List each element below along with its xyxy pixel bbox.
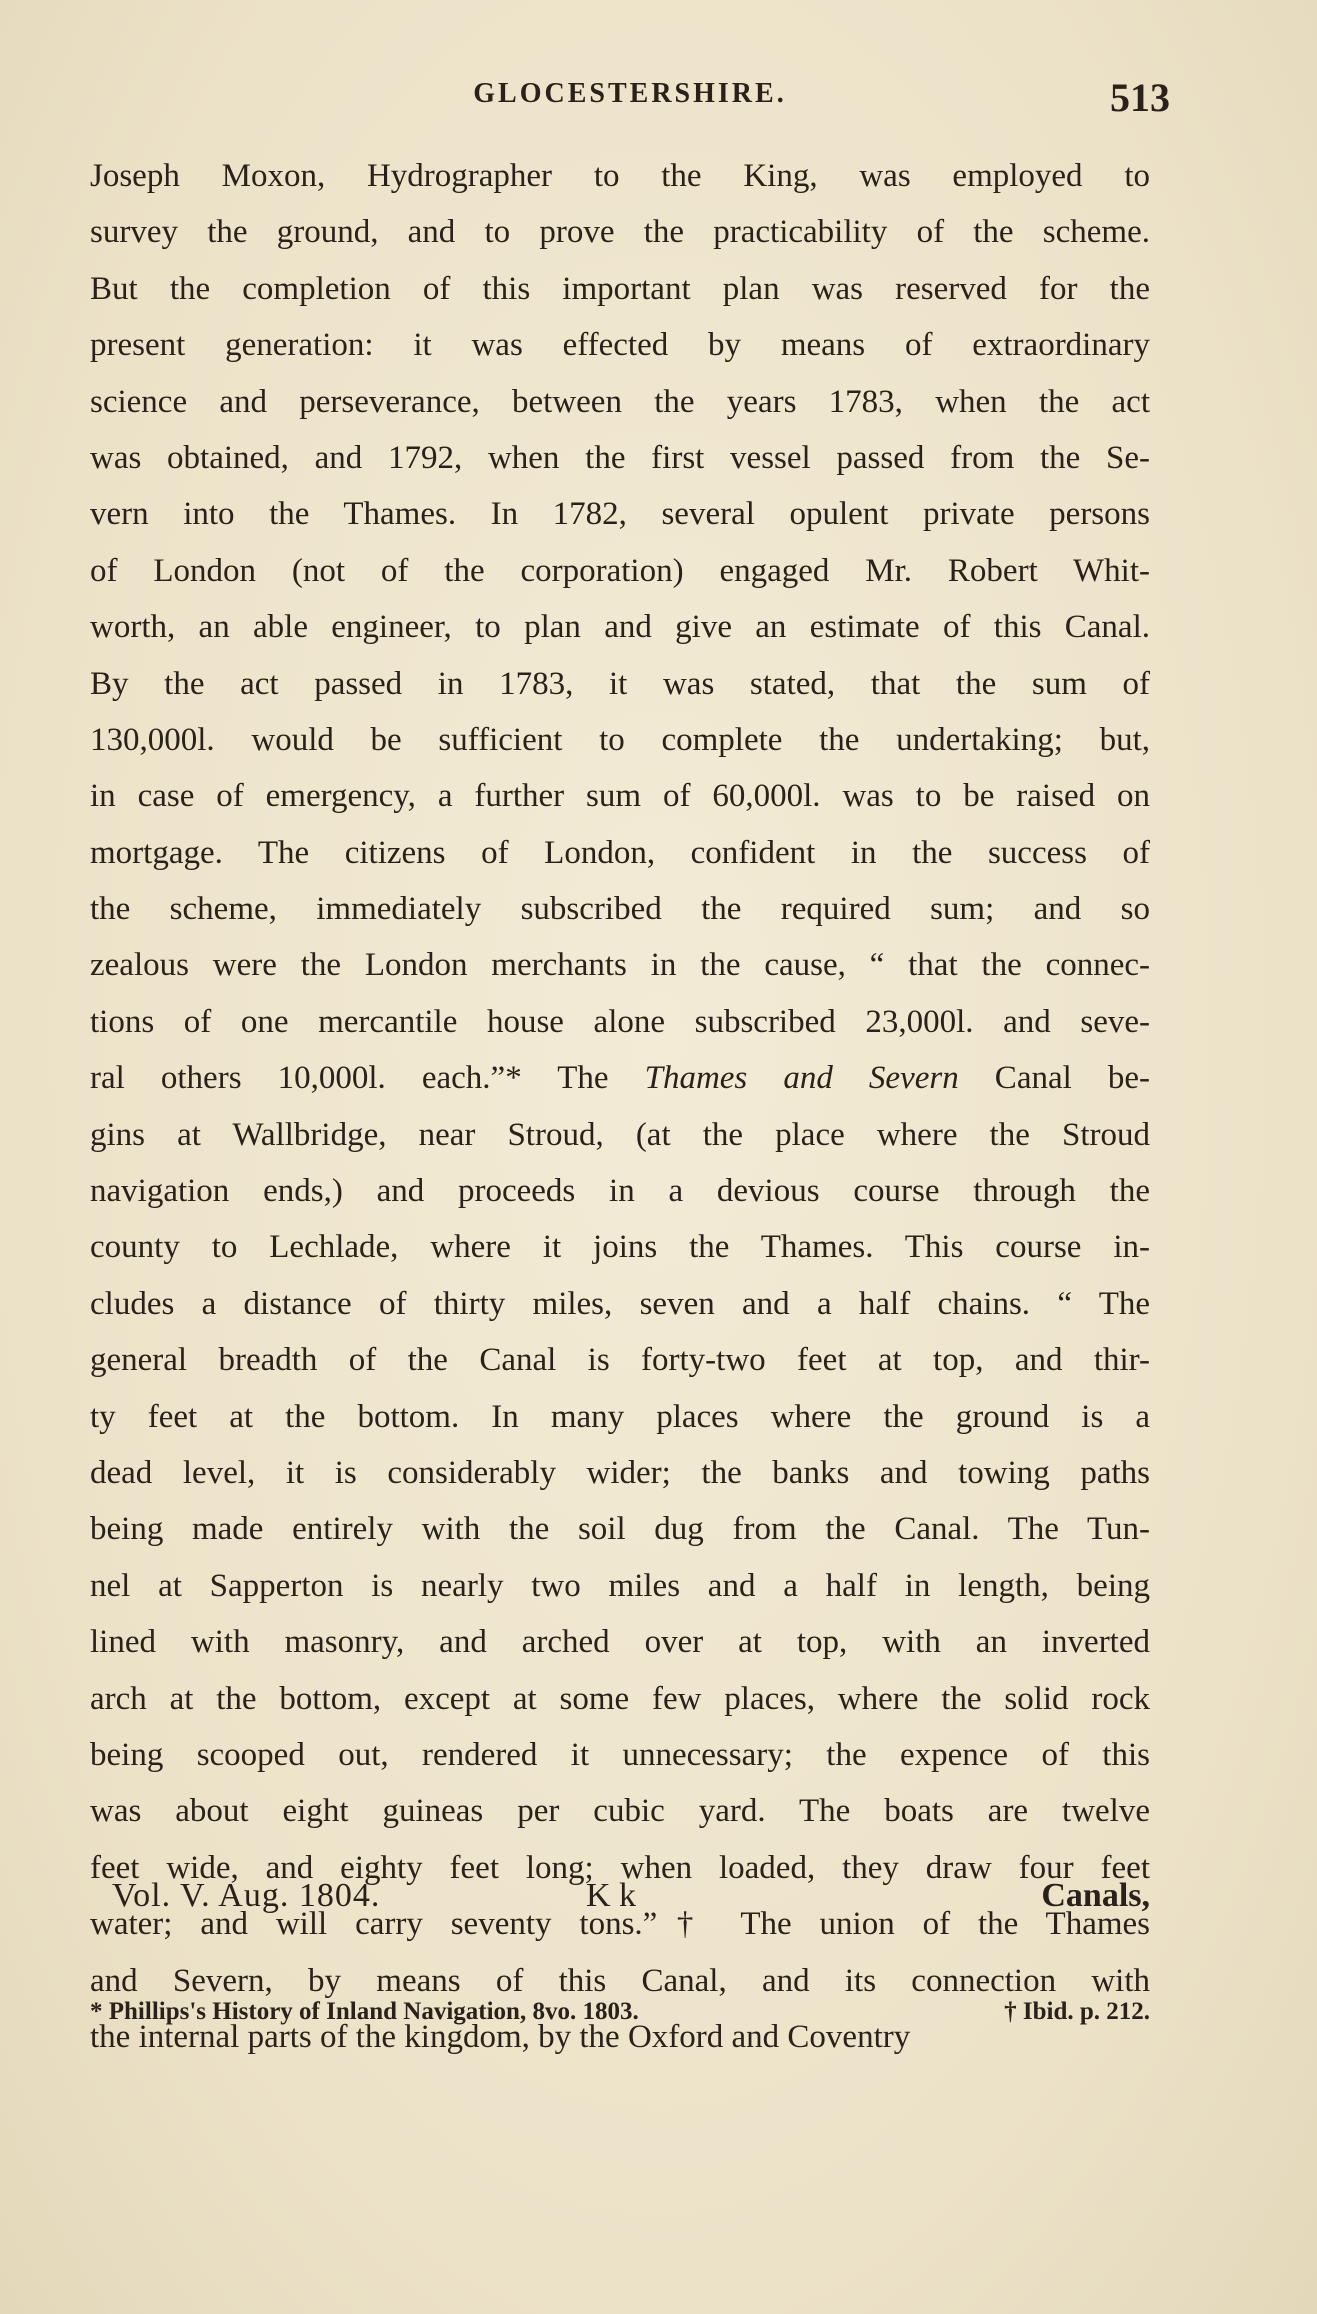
- volume-date: Vol. V. Aug. 1804.: [112, 1877, 381, 1914]
- footnotes: [90, 1990, 1150, 2034]
- text-line: 130,000l. would be sufficient to complete the undertaking; but,: [90, 721, 1150, 758]
- text-line: worth, an able engineer, to plan and give an estimate of this Canal.: [90, 609, 1150, 646]
- body-text: [90, 148, 1150, 2065]
- text-line: By the act passed in 1783, it was stated, that the sum of: [90, 665, 1150, 702]
- text-line: vern into the Thames. In 1782, several opulent private persons: [90, 496, 1150, 533]
- text-line: navigation ends,) and proceeds in a devious course through the: [90, 1173, 1150, 1210]
- text-line: general breadth of the Canal is forty-two feet at top, and thir-: [90, 1342, 1150, 1379]
- text-line: dead level, it is considerably wider; the banks and towing paths: [90, 1454, 1150, 1491]
- text-line: county to Lechlade, where it joins the Thames. This course in-: [90, 1229, 1150, 1266]
- page-header: [90, 75, 1170, 128]
- text-segment: ral others 10,000l. each.”* The: [90, 1060, 645, 1097]
- text-line: science and perseverance, between the years 1783, when the act: [90, 383, 1150, 420]
- text-line: mortgage. The citizens of London, confident in the success of: [90, 834, 1150, 871]
- text-line: the internal parts of the kingdom, by the Oxford and Coventry: [90, 2018, 911, 2055]
- text-line: present generation: it was effected by means of extraordinary: [90, 327, 1150, 364]
- signature-line: [90, 1871, 1150, 1921]
- text-line: cludes a distance of thirty miles, seven and a half chains. “ The: [90, 1285, 1150, 1322]
- canal-title-italic: Thames and Severn: [644, 1060, 959, 1097]
- text-line: and Severn, by means of this Canal, and its connection with: [90, 1962, 1150, 1999]
- text-line: feet wide, and eighty feet long; when loaded, they draw four feet: [90, 1849, 1150, 1886]
- text-line: zealous were the London merchants in the cause, “ that the connec-: [90, 947, 1150, 984]
- text-line: gins at Wallbridge, near Stroud, (at the place where the Stroud: [90, 1116, 1150, 1153]
- text-line: But the completion of this important plan was reserved for the: [90, 270, 1150, 307]
- footnote-1: * Phillips's History of Inland Navigation, 8vo. 1803.: [90, 1998, 639, 2025]
- signature-mark: K k: [586, 1877, 637, 1914]
- text-line-with-title: [90, 1050, 1150, 1106]
- text-line: being scooped out, rendered it unnecessary; the expence of this: [90, 1736, 1150, 1773]
- text-line: tions of one mercantile house alone subscribed 23,000l. and seve-: [90, 1003, 1150, 1040]
- running-head: GLOCESTERSHIRE.: [473, 78, 787, 109]
- text-line: of London (not of the corporation) engaged Mr. Robert Whit-: [90, 552, 1150, 589]
- text-line: ty feet at the bottom. In many places where the ground is a: [90, 1398, 1150, 1435]
- page-number: 513: [1110, 75, 1170, 120]
- text-line: being made entirely with the soil dug from the Canal. The Tun-: [90, 1511, 1150, 1548]
- text-line: water; and will carry seventy tons.”† The union of the Thames: [90, 1906, 1150, 1943]
- text-line: the scheme, immediately subscribed the required sum; and so: [90, 891, 1150, 928]
- text-line: was obtained, and 1792, when the first vessel passed from the Se-: [90, 439, 1150, 476]
- text-line: Joseph Moxon, Hydrographer to the King, was employed to: [90, 158, 1150, 194]
- footnote-2: † Ibid. p. 212.: [1004, 1998, 1150, 2025]
- text-line: arch at the bottom, except at some few places, where the solid rock: [90, 1680, 1150, 1717]
- text-line: lined with masonry, and arched over at top, with an inverted: [90, 1624, 1150, 1661]
- text-line: nel at Sapperton is nearly two miles and a half in length, being: [90, 1567, 1150, 1604]
- text-segment: Canal be-: [958, 1060, 1150, 1097]
- text-line: survey the ground, and to prove the practicability of the scheme.: [90, 214, 1150, 251]
- catchword: Canals,: [1041, 1877, 1150, 1914]
- text-line: in case of emergency, a further sum of 60,000l. was to be raised on: [90, 778, 1150, 815]
- text-line: was about eight guineas per cubic yard. The boats are twelve: [90, 1793, 1150, 1830]
